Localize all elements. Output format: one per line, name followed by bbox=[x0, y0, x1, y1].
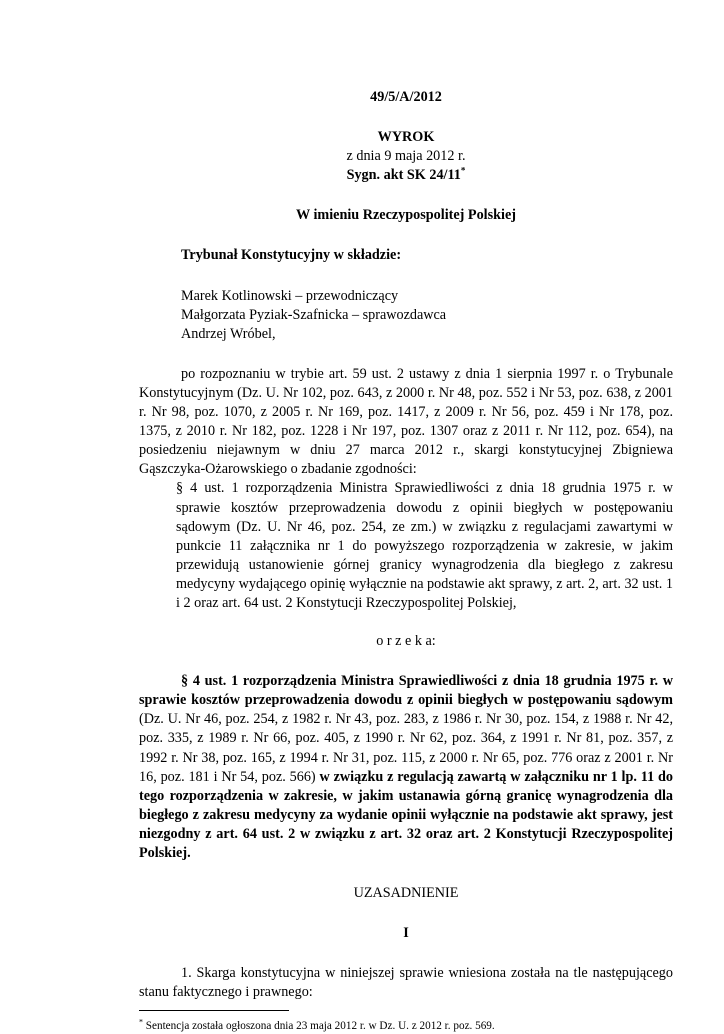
composition-member: Małgorzata Pyziak-Szafnicka – sprawozdawca bbox=[181, 306, 447, 323]
in-name-heading: W imieniu Rzeczypospolitej Polskiej bbox=[295, 207, 517, 224]
document-number: 49/5/A/2012 bbox=[370, 89, 442, 105]
document-page bbox=[139, 88, 673, 1034]
footnote-divider bbox=[139, 1010, 289, 1011]
justification-heading: UZASADNIENIE bbox=[353, 885, 459, 902]
composition-member: Marek Kotlinowski – przewodniczący bbox=[181, 287, 399, 304]
challenged-provision-quote: § 4 ust. 1 rozporządzenia Ministra Sprawiedliwości z dnia 18 grudnia 1975 r. w sprawie kosztów przeprowadzenia dowodu z opinii biegłych w postępowaniu sądowym (Dz. U. Nr 46, poz. 254, ze zm.) w związku z regulacjami zawartymi w punkcie 11 załącznika nr 1 do powyższego rozporządzenia w zakresie, w jakim przewidują ustanowienie górnej granicy wynagrodzenia dla biegłego z zakresu medycyny wydającego opinię wyłącznie na podstawie akt sprawy, z art. 2, art. 32 ust. 1 i 2 oraz art. 64 ust. 2 Konstytucji Rzeczypospolitej Polskiej, bbox=[176, 480, 673, 611]
ruling-paragraph bbox=[139, 672, 673, 863]
ruling-bold-end: w związku z regulacją zawartą w załączniku nr 1 lp. 11 do tego rozporządzenia w zakresie, w jakim ustanawia górną granicę wynagrodzenia dla biegłego z zakresu medycyny za wydanie opinii wyłącznie na podstawie akt sprawy, jest niezgodny z art. 64 ust. 2 w związku z art. 32 oraz art. 2 Konstytucji Rzeczypospolitej Polskiej. bbox=[139, 768, 673, 861]
justification-paragraph: 1. Skarga konstytucyjna w niniejszej sprawie wniesiona została na tle następującego stanu faktycznego i prawnego: bbox=[139, 965, 673, 1001]
intro-paragraph: po rozpoznaniu w trybie art. 59 ust. 2 ustawy z dnia 1 sierpnia 1997 r. o Trybunale Konstytucyjnym (Dz. U. Nr 102, poz. 643, z 2000 r. Nr 48, poz. 552 i Nr 53, poz. 638, z 2001 r. Nr 98, poz. 1070, z 2005 r. Nr 169, poz. 1417, z 2009 r. Nr 56, poz. 459 i Nr 178, poz. 1375, z 2010 r. Nr 182, poz. 1228 i Nr 197, poz. 1307 oraz z 2011 r. Nr 112, poz. 654), na posiedzeniu niejawnym w dniu 27 marca 2012 r., skargi konstytucyjnej Zbigniewa Gąszczyka-Ożarowskiego o zbadanie zgodności: bbox=[139, 365, 673, 478]
judgment-date: z dnia 9 maja 2012 r. bbox=[346, 148, 466, 165]
judgment-title: WYROK bbox=[377, 129, 435, 146]
orzeka-heading: o r z e k a: bbox=[376, 633, 436, 650]
composition-heading: Trybunał Konstytucyjny w składzie: bbox=[181, 247, 402, 264]
footnote bbox=[139, 1019, 673, 1034]
section-numeral: I bbox=[403, 925, 409, 942]
footnote-ref-mark: * bbox=[460, 165, 466, 176]
footnote-mark: * bbox=[139, 1017, 143, 1027]
composition-member: Andrzej Wróbel, bbox=[181, 325, 276, 342]
case-signature bbox=[139, 166, 673, 185]
ruling-bold-start: § 4 ust. 1 rozporządzenia Ministra Sprawiedliwości z dnia 18 grudnia 1975 r. w sprawie kosztów przeprowadzenia dowodu z opinii biegłych w postępowaniu sądowym bbox=[139, 673, 673, 709]
ruling-citations: (Dz. U. Nr 46, poz. 254, z 1982 r. Nr 43, poz. 283, z 1986 r. Nr 30, poz. 154, z 1988 r. Nr 42, poz. 335, z 1989 r. Nr 66, poz. 405, z 1990 r. Nr 62, poz. 364, z 1991 r. Nr 81, poz. 357, z 1992 r. Nr 38, poz. 165, z 1994 r. Nr 31, poz. 115, z 2000 r. Nr 65, poz. 776 oraz z 2001 r. Nr 16, poz. 181 i Nr 54, poz. 566) bbox=[139, 711, 673, 785]
case-signature-text: Sygn. akt SK 24/11 bbox=[346, 167, 461, 184]
footnote-text: Sentencja została ogłoszona dnia 23 maja 2012 r. w Dz. U. z 2012 r. poz. 569. bbox=[143, 1020, 495, 1033]
